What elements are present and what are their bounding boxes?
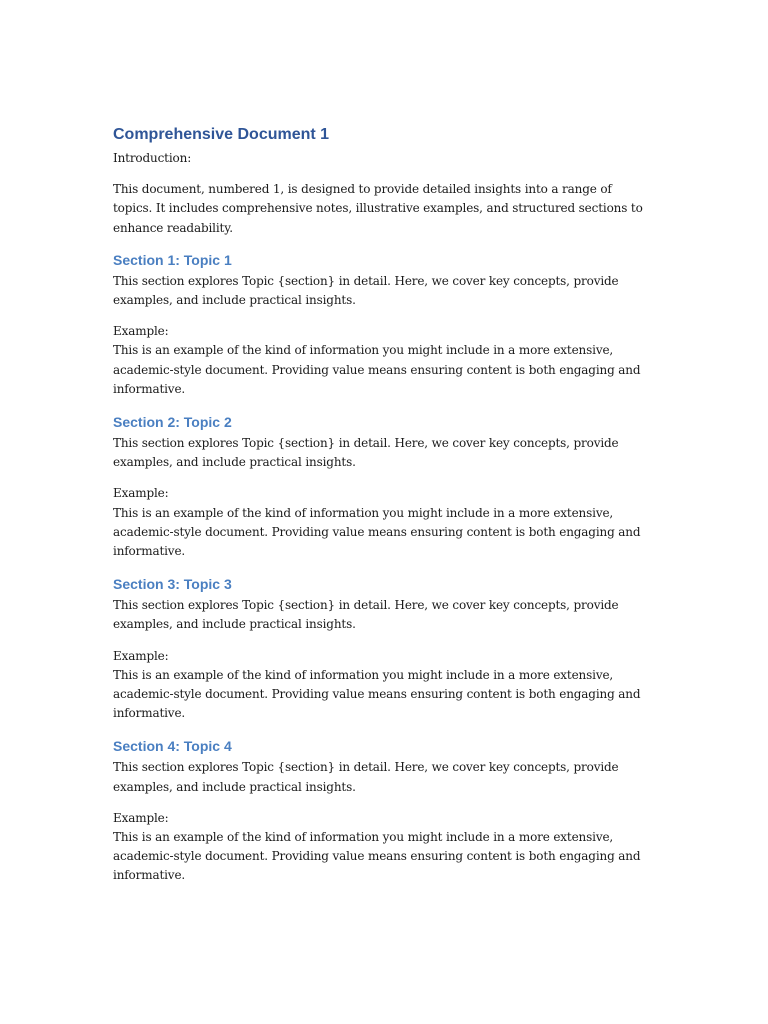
document-page [113, 125, 653, 900]
section-4 [113, 737, 653, 885]
section-2 [113, 413, 653, 561]
intro-paragraph: This document, numbered 1, is designed to provide detailed insights into a range of topics. It includes comprehensive notes, illustrative examples, and structured sections to enhance readability. [113, 182, 643, 235]
section-description: This section explores Topic {section} in detail. Here, we cover key concepts, provide examples, and include practical insights. [113, 598, 619, 632]
example-label: Example: [113, 648, 169, 663]
section-3 [113, 575, 653, 723]
example-label: Example: [113, 486, 169, 501]
example-label: Example: [113, 324, 169, 339]
section-description: This section explores Topic {section} in detail. Here, we cover key concepts, provide examples, and include practical insights. [113, 760, 619, 794]
section-description: This section explores Topic {section} in detail. Here, we cover key concepts, provide examples, and include practical insights. [113, 436, 619, 470]
document-title: Comprehensive Document 1 [113, 126, 330, 143]
example-text: This is an example of the kind of information you might include in a more extensive, academic-style document. Providing value means ensuring content is both engaging and informative. [113, 667, 641, 721]
section-heading: Section 1: Topic 1 [113, 251, 232, 268]
example-text: This is an example of the kind of information you might include in a more extensive, academic-style document. Providing value means ensuring content is both engaging and informative. [113, 830, 641, 883]
section-heading: Section 4: Topic 4 [113, 738, 232, 755]
example-text: This is an example of the kind of information you might include in a more extensive, academic-style document. Providing value means ensuring content is both engaging and informative. [113, 343, 641, 396]
section-1 [113, 251, 653, 399]
intro-label: Introduction: [113, 151, 192, 165]
example-text: This is an example of the kind of information you might include in a more extensive, academic-style document. Providing value means ensuring content is both engaging and informative. [113, 505, 641, 559]
example-label: Example: [113, 810, 169, 825]
section-heading: Section 3: Topic 3 [113, 576, 232, 593]
section-description: This section explores Topic {section} in detail. Here, we cover key concepts, provide examples, and include practical insights. [113, 273, 619, 308]
section-heading: Section 2: Topic 2 [113, 414, 232, 431]
